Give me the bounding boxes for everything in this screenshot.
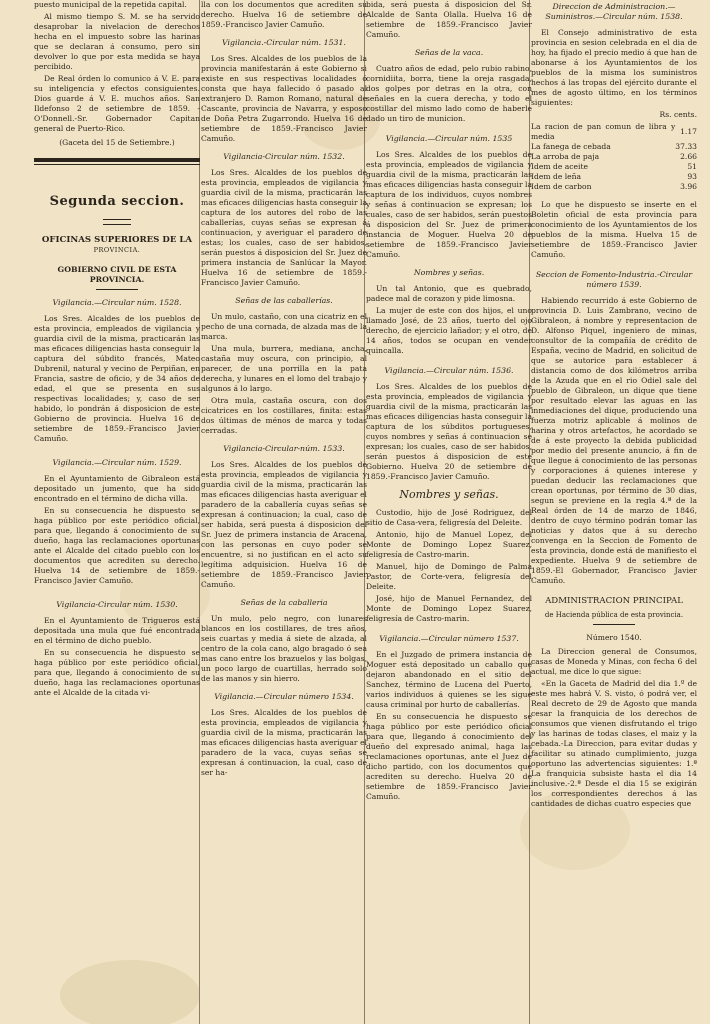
paragraph: Los Sres. Alcaldes de los pueblos de esta provincia, empleados de vigilancia y guardia civil de la misma, practicarán las mas eficaces diligencias hasta averiguar el paradero de la caballería cuyas señas se expresan á continuacion; la cual, caso de ser habida, será puesta á disposicion del Sr. Juez de primera instancia de Aracena, con las personas en cuyo poder se encuentre, si no justifican en el acto su legítima adquisicion. Huelva 16 de setiembre de 1859.-Francisco Javier Camuño. [201,460,367,589]
paragraph: En el Ayuntamiento de Trigueros está depositada una mula que fué encontrada en el término de dicho pueblo. [34,616,200,645]
paragraph: La Direccion general de Consumos, casas de Moneda y Minas, con fecha 6 del actual, me dice lo que sigue: [531,647,697,676]
column-2 [201,0,367,1024]
paragraph: Los Sres. Alcaldes de los pueblos de la provincia manifestarán á este Gobierno si existe en sus respectivas localidades ó consta que haya fallecido ó pasado al extranjero D. Ramon Romano, natural de Cascante, provincia de Navarra, y esposo de Doña Petra Zugarrondo. Huelva 16 de setiembre de 1859.-Francisco Javier Camuño. [201,54,367,143]
column-4 [531,0,697,1024]
table-row [531,152,697,162]
short-rule [593,624,635,625]
price-label: La racion de pan comun de libra y media [531,122,676,141]
paragraph: puesto municipal de la repetida capital. [34,0,187,9]
price-value: 1.17 [680,127,697,136]
table-row [531,182,697,192]
price-value: 51 [687,162,697,171]
heading-senas-caballerias: Señas de las caballerías. [235,296,333,305]
heading-senas-vaca: Señas de la vaca. [414,48,484,57]
paragraph: Otra mula, castaña oscura, con dos cicatrices en los costillares, finita: estas dos últimas de ménos de marca y todas cerradas. [201,396,367,435]
numero-1540: Número 1540. [586,633,642,642]
table-row [531,122,697,142]
column-1 [34,0,200,1024]
paragraph: «En la Gaceta de Madrid del dia 1.º de este mes habrá V. S. visto, ó podrá ver, el Real decreto de 29 de Agosto que manda cesar la franquicia de los derechos de consumos que vienen disfrutando el trigo y las harinas de todas clases, el maiz y la cebada.-La Direccion, para evitar dudas y facilitar su atinado cumplimiento, juzga oportuno las advertencias siguientes: 1.ª La franquicia subsiste hasta el dia 14 inclusive.-2.ª Desde el dia 15 se exigirán los correspondientes derechos á las cantidades de dichas cuatro especies que [531,679,697,808]
circular-heading-1532: Vigilancia-Circular núm. 1532. [223,152,345,161]
paragraph: bida, será puesta á disposicion del Sr. Alcalde de Santa Olalla. Huelva 16 de setiembre de 1859.-Francisco Javier Camuño. [366,0,532,39]
paragraph: En el Ayuntamiento de Gibraleon está depositado un jumento, que ha sido encontrado en el término de dicha villa. [34,474,200,503]
price-label: La fanega de cebada [531,142,611,151]
paragraph: Habiendo recurrido á este Gobierno de provincia D. Luis Zambrano, vecino de Gibraleon, á nombre y representacion de D. Alfonso Piquel, ingeniero de minas, consultor de la compañía de crédito de España, vecino de Madrid, en solicitud de que se autorice para establecer á distancia como de dos kilómetros arriba de la Azuda que en el rio Odiel sale del pueblo de Gibraleon, un dique que tiene por resultado elevar las aguas en las inmediaciones del dique, produciendo una fuerza motriz aplicable á molinos de harina y otros artefactos, he acordado se de á este proyecto la debida publicidad por medio del presente anuncio, á fin de que llegue á conocimiento de las personas y corporaciones á quienes interese y puedan deducir las reclamaciones que crean oportunas, por término de 30 dias, segun se previene en la regla 4.ª de la Real órden de 14 de marzo de 1846, dentro de cuyo término podrán tomar las noticias y datos que á su derecho convenga en la Seccion de Fomento de esta provincia, donde está de manifiesto el expediente. Huelva 9 de setiembre de 1859.-El Gobernador, Francisco Javier Camuño. [531,296,697,585]
section-rule [34,158,200,162]
circular-heading-1528: Vigilancia.—Circular núm. 1528. [52,298,182,307]
paragraph: Antonio, hijo de Manuel Lopez, del Monte de Domingo Lopez Suarez, feligresía de Castro-marin. [366,530,532,559]
paragraph: En su consecuencia he dispuesto se haga público por este periódico oficial, para que, llegando á conocimiento de su dueño, haga las reclamaciones oportunas ante el Alcalde de la citada vi- [34,648,200,697]
subheading-provincia: PROVINCIA. [93,246,141,254]
column-3 [366,0,532,1024]
price-label: La arroba de paja [531,152,600,161]
paragraph: lla con los documentos que acrediten su derecho. Huelva 16 de setiembre de 1859.-Francisco Javier Camuño. [201,0,367,29]
price-value: 2.66 [680,152,697,161]
price-table [531,122,697,192]
heading-admin: ADMINISTRACION PRINCIPAL [545,596,683,606]
paragraph: En el Juzgado de primera instancia de Moguer está depositado un caballo que dejaron abandonado en el sitio del Sanchez, término de Lucena del Puerto, varios individuos á quienes se les sigue causa criminal por hurto de caballerías. [366,650,532,709]
paragraph: Los Sres. Alcaldes de los pueblos de esta provincia, empleados de vigilancia y guardia civil de la misma, practicarán las mas eficaces diligencias hasta conseguir la captura de los súbditos portugueses, cuyos nombres y señas á continuacion se expresan; los cuales, caso de ser habidos, serán puestos á disposicion de este Gobierno. Huelva 20 de setiembre de 1859.-Francisco Javier Camuño. [366,382,532,481]
circular-heading-1539: Seccion de Fomento-Industria.-Circular número 1539. [535,270,693,289]
circular-heading-1531: Vigilancia.-Circular núm. 1531. [222,38,346,47]
circular-heading-1533: Vigilancia-Circular-núm. 1533. [223,444,345,453]
heading-nombres-senas-large: Nombres y señas. [399,488,499,501]
price-value: 93 [687,172,697,181]
paragraph: Al mismo tiempo S. M. se ha servido desaprobar la nivelacion de derechos hecha en el impuesto sobre las harinas que se declaran á consumo, pero sin devolver lo que por esta medida se haya percibido. [34,12,200,71]
paragraph: Un mulo, pelo negro, con lunares blancos en los costillares, de tres años, seis cuartas y media á siete de alzada, al centro de la cola cano, algo bragado ó sea mas cano entre los brazuelos y las bolgas, un poco largo de cuartillas, herrado solo de las manos y sin hierro. [201,614,367,683]
table-row [531,142,697,152]
heading-gobierno: GOBIERNO CIVIL DE ESTA PROVINCIA. [57,265,177,284]
paragraph: Los Sres. Alcaldes de los pueblos de esta provincia, empleados de vigilancia y guardia civil de la misma, practicarán las mas eficaces diligencias hasta conseguir la captura de los individuos, cuyos nombres y señas á continuacion se expresan; los cuales, caso de ser habidos, serán puestos á disposicion del Sr. Juez de primera instancia de Moguer. Huelva 20 de setiembre de 1859.-Francisco Javier Camuño. [366,150,532,259]
circular-text-1528: Los Sres. Alcaldes de los pueblos de esta provincia, empleados de vigilancia y guardia civil de la misma, practicarán las mas eficaces diligencias hasta conseguir la captura del súbdito francés, Mateo Dubrenil, natural y vecino de Perpiñan, en Francia, sastre de oficio, y de 34 años de edad, el que se presenta en sus respectivas localidades; y, caso de ser habido, lo pondrán á disposicion de este Gobierno de provincia. Huelva 16 de setiembre de 1859.-Francisco Javier Camuño. [34,314,200,443]
paragraph: En su consecuencia he dispuesto se haga público por este periódico oficial para que, llegando á conocimiento del dueño del expresado animal, haga las reclamaciones oportunas, ante el Juez de dicho partido, con los documentos que acrediten su derecho. Huelva 20 de setiembre de 1859.-Francisco Javier Camuño. [366,712,532,801]
circular-heading-1530: Vigilancia-Circular núm. 1530. [56,600,178,609]
paragraph: José, hijo de Manuel Fernandez, del Monte de Domingo Lopez Suarez, feligresía de Castro-marin. [366,594,532,623]
price-label: Idem de aceite [531,162,588,171]
gazette-source: (Gaceta del 15 de Setiembre.) [59,138,175,147]
price-label: Idem de leña [531,172,582,181]
paragraph: Cuatro años de edad, pelo rubio rabino, cornidiita, borra, tiene la oreja rasgada, dos golpes por detras en la otra, con señales en la cuera derecha, y todo el costillar del mismo lado como de haberle dado un tiro de municion. [366,64,532,123]
paragraph: Lo que he dispuesto se inserte en el Boletin oficial de esta provincia para conocimiento de los Ayuntamientos de los pueblos de la misma. Huelva 15 de setiembre de 1859.-Francisco Javier Camuño. [531,200,697,259]
paragraph: La mujer de este con dos hijos, el uno llamado José, de 23 años, tuerto del ojo derecho, de ejercicio lañador; y el otro, de 14 años, todos se ocupan en vender quincalla. [366,306,532,355]
circular-heading-1536: Vigilancia.—Circular núm. 1536. [384,366,514,375]
price-value: 3.96 [680,182,697,191]
circular-heading-1537: Vigilancia.—Circular número 1537. [379,634,519,643]
circular-heading-1538: Direccion de Administracion.—Suministros.—Circular núm. 1538. [545,2,683,21]
heading-nombres-senas: Nombres y señas. [413,268,485,277]
price-label: Idem de carbon [531,182,592,191]
paragraph: Un tal Antonio, que es quebrado, padece mal de corazon y pide limosna. [366,284,532,303]
paragraph: En su consecuencia he dispuesto se haga público por este periódico oficial, para que, llegando á conocimiento de su dueño, haga las reclamaciones oportunas ante el Alcalde del citado pueblo con los documentos que acrediten su derecho. Huelva 14 de setiembre de 1859.-Francisco Javier Camuño. [34,506,200,585]
price-value: 37.33 [675,142,697,151]
circular-heading-1535: Vigilancia.—Circular núm. 1535 [385,134,513,143]
paragraph: Un mulo, castaño, con una cicatriz en el pecho de una cornada, de alzada mas de la marca. [201,312,367,341]
ornament-rule [103,219,131,225]
circular-heading-1534: Vigilancia.—Circular número 1534. [214,692,354,701]
heading-oficinas: OFICINAS SUPERIORES DE LA [41,235,193,245]
circular-heading-1529: Vigilancia.—Circular núm. 1529. [52,458,182,467]
table-row [531,172,697,182]
paragraph: De Real órden lo comunico á V. E. para su inteligencia y efectos consiguientes. Dios guarde á V. E. muchos años. San Ildefonso 2 de setiembre de 1859. -O'Donnell.-Sr. Gobernador Capitan general de Puerto-Rico. [34,74,200,133]
paragraph: Los Sres. Alcaldes de los pueblos de esta provincia, empleados de vigilancia y guardia civil de la misma, practicarán las mas eficaces diligencias hasta averiguar el paradero de la vaca, cuyas señas se expresan á continuacion, la cual, caso de ser ha- [201,708,367,777]
subheading-admin: de Hacienda pública de esta provincia. [544,611,684,619]
section-title: Segunda seccion. [49,194,185,209]
short-rule [96,289,138,290]
heading-senas-caballeria: Señas de la caballeria [240,598,328,607]
section-rule-thin [34,164,200,165]
paragraph: Manuel, hijo de Domingo de Palma Pastor, de Corte-vera, feligresía del Deleite. [366,562,532,591]
paragraph: Una mula, burrera, mediana, ancha, castaña muy oscura, con principio, al parecer, de una porrilla en la pata derecha, y lunares en el lomo del trabajo y algunos á lo largo. [201,344,367,393]
price-column-header: Rs. cents. [659,110,697,119]
paragraph: Los Sres. Alcaldes de los pueblos de esta provincia, empleados de vigilancia y guardia civil de la misma, practicarán las mas eficaces diligencias hasta conseguir la captura de los autores del robo de las caballerías, cuyas señas se expresan á continuacion, y averiguar el paradero de estas; los cuales, caso de ser habidos, serán puestos á disposicion del Sr. Juez de primera instancia de Sanlúcar la Mayor. Huelva 16 de setiembre de 1859.-Francisco Javier Camuño. [201,168,367,287]
paragraph: Custodio, hijo de José Rodriguez, del sitio de Casa-vera, feligresía del Deleite. [366,508,532,527]
paragraph: El Consejo administrativo de esta provincia en sesion celebrada en el dia de hoy, ha fijado el precio medio á que han de abonarse á los Ayuntamientos de los pueblos de la misma los suministros hechos á las tropas del ejército durante el mes de agosto último, en los términos siguientes: [531,28,697,107]
table-row [531,162,697,172]
